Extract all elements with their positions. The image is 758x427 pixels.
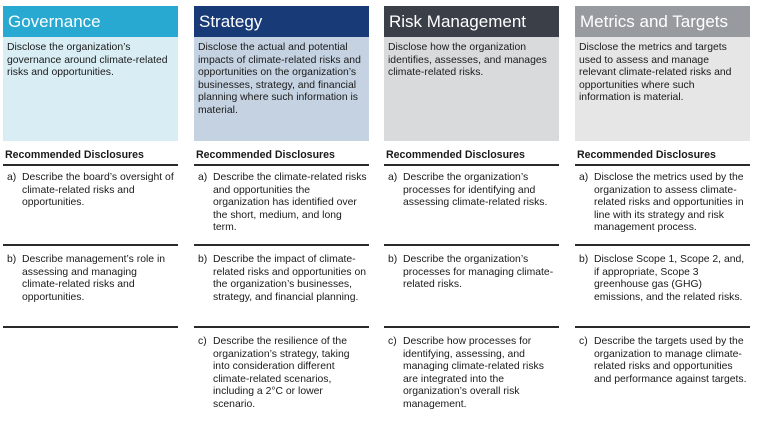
- disclosure-item: [575, 254, 750, 304]
- item-letter: a): [198, 172, 208, 183]
- divider: [575, 326, 750, 328]
- item-text: Describe the targets used by the organization to manage climate-related risks and opportunities and performance against targets.: [594, 336, 747, 385]
- disclosure-item: [384, 172, 559, 210]
- divider: [3, 244, 178, 246]
- column-title: Metrics and Targets: [575, 6, 750, 37]
- item-text: Describe management’s role in assessing and managing climate-related risks and opportunities.: [22, 254, 166, 303]
- divider: [384, 164, 559, 166]
- column-title: Governance: [3, 6, 178, 37]
- item-letter: a): [388, 172, 398, 183]
- item-letter: a): [7, 172, 17, 183]
- disclosure-item: [194, 336, 369, 412]
- divider: [575, 164, 750, 166]
- disclosure-item: [384, 336, 559, 412]
- disclosure-item: [575, 336, 750, 386]
- disclosure-item: [575, 172, 750, 235]
- column-title: Strategy: [194, 6, 369, 37]
- item-letter: b): [388, 254, 398, 265]
- recommended-disclosures-heading: Recommended Disclosures: [5, 149, 144, 161]
- item-text: Describe the resilience of the organization’s strategy, taking into consideration different climate-related scenarios, including a 2°C or lower scenario.: [213, 336, 350, 410]
- recommended-disclosures-heading: Recommended Disclosures: [386, 149, 525, 161]
- item-text: Describe the board’s oversight of climate-related risks and opportunities.: [22, 172, 174, 209]
- item-letter: c): [388, 336, 397, 347]
- disclosure-item: [194, 254, 369, 304]
- column-description: Disclose the metrics and targets used to assess and manage relevant climate-related risks and opportunities where such information is material.: [575, 37, 750, 141]
- divider: [384, 244, 559, 246]
- recommended-disclosures-heading: Recommended Disclosures: [196, 149, 335, 161]
- disclosure-item: [3, 172, 178, 210]
- column-description: Disclose the organization’s governance around climate-related risks and opportunities.: [3, 37, 178, 141]
- divider: [3, 326, 178, 328]
- column-strategy: [194, 6, 369, 410]
- divider: [194, 326, 369, 328]
- item-letter: a): [579, 172, 589, 183]
- item-letter: b): [198, 254, 208, 265]
- disclosure-item: [3, 254, 178, 304]
- item-text: Describe the impact of climate-related risks and opportunities on the organization’s businesses, strategy, and financial planning.: [213, 254, 367, 303]
- disclosure-item: [384, 254, 559, 292]
- divider: [3, 164, 178, 166]
- item-letter: b): [7, 254, 17, 265]
- divider: [575, 244, 750, 246]
- item-text: Disclose the metrics used by the organization to assess climate-related risks and opportunities in line with its strategy and risk management process.: [594, 172, 744, 234]
- item-text: Describe the climate-related risks and opportunities the organization has identified over the short, medium, and long term.: [213, 172, 367, 234]
- column-description: Disclose how the organization identifies, assesses, and manages climate-related risks.: [384, 37, 559, 141]
- divider: [194, 164, 369, 166]
- recommended-disclosures-heading: Recommended Disclosures: [577, 149, 716, 161]
- item-letter: c): [579, 336, 588, 347]
- item-text: Describe the organization’s processes for identifying and assessing climate-related risks.: [403, 172, 548, 209]
- item-text: Disclose Scope 1, Scope 2, and, if appropriate, Scope 3 greenhouse gas (GHG) emissions, and the related risks.: [594, 254, 745, 303]
- column-description: Disclose the actual and potential impacts of climate-related risks and opportunities on the organization’s businesses, strategy, and financial planning where such information is material.: [194, 37, 369, 141]
- column-risk-management: [384, 6, 559, 410]
- item-text: Describe how processes for identifying, assessing, and managing climate-related risks are integrated into the organization’s overall risk management.: [403, 336, 544, 410]
- divider: [384, 326, 559, 328]
- item-letter: b): [579, 254, 589, 265]
- disclosure-item: [194, 172, 369, 235]
- item-text: Describe the organization’s processes for managing climate-related risks.: [403, 254, 554, 291]
- column-metrics-and-targets: [575, 6, 750, 385]
- column-title: Risk Management: [384, 6, 559, 37]
- divider: [194, 244, 369, 246]
- column-governance: [3, 6, 178, 303]
- item-letter: c): [198, 336, 207, 347]
